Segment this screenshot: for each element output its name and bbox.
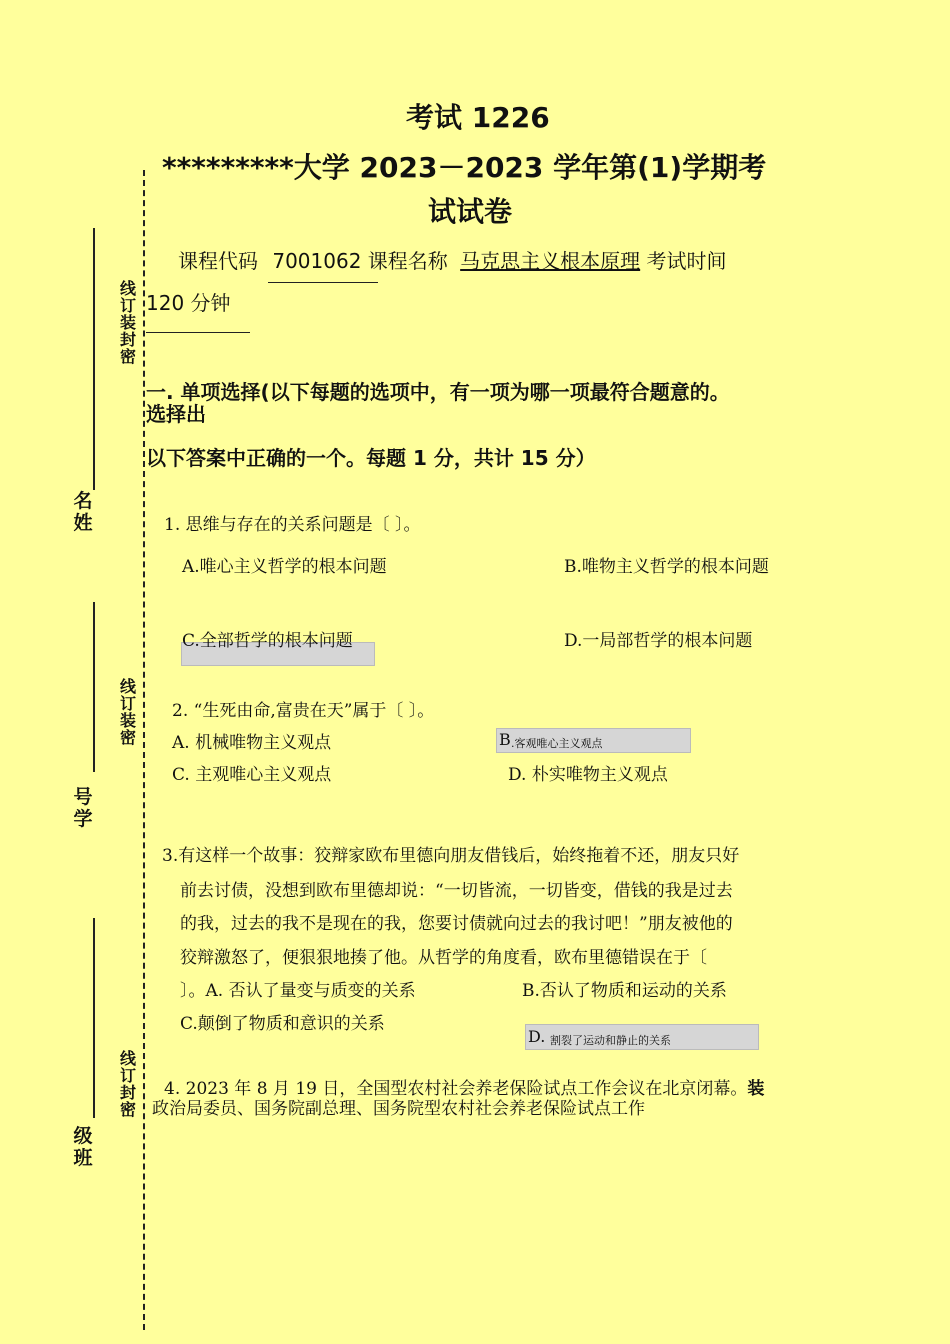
- student-name-label: 名姓: [73, 490, 93, 534]
- section-instructions: 以下答案中正确的一个。每题 1 分，共计 15 分）: [146, 446, 596, 470]
- question-1-option-c: C.全部哲学的根本问题: [182, 631, 353, 651]
- question-2-option-a: A. 机械唯物主义观点: [172, 733, 332, 753]
- question-1-text: 1. 思维与存在的关系问题是〔 〕。: [164, 515, 421, 535]
- question-2-option-b-text: .客观唯心主义观点: [511, 737, 603, 750]
- binding-rule-middle: [93, 602, 95, 772]
- question-1-option-b: B.唯物主义哲学的根本问题: [564, 557, 769, 577]
- question-4-line-2: 政治局委员、国务院副总理、国务院型农村社会养老保险试点工作: [152, 1099, 645, 1119]
- duration-blank-line: [146, 332, 250, 333]
- binding-rule-top: [93, 228, 95, 490]
- course-code-label: 课程代码: [178, 249, 258, 273]
- question-2-option-b: [496, 728, 691, 753]
- question-3-option-a: 〕。A. 否认了量变与质变的关系: [180, 981, 416, 1001]
- exam-time-label: 考试时间: [646, 249, 727, 273]
- question-3-line-1: 3.有这样一个故事：狡辩家欧布里德向朋友借钱后，始终拖着不还，朋友只好: [162, 846, 740, 866]
- seal-text-middle: 线订装密: [120, 677, 137, 747]
- question-2-option-d: D. 朴实唯物主义观点: [508, 765, 668, 785]
- seal-text-bottom: 线订封密: [120, 1049, 137, 1119]
- question-3-option-b: B.否认了物质和运动的关系: [522, 981, 727, 1001]
- exam-title-line: *********大学 2023－2023 学年第(1)学期考: [162, 151, 767, 184]
- question-2-option-c: C. 主观唯心主义观点: [172, 765, 332, 785]
- section-title: 一. 单项选择(以下每题的选项中，有一项为哪一项最符合题意的。: [146, 380, 730, 404]
- exam-duration: 120 分钟: [146, 291, 231, 315]
- class-label: 级班: [73, 1125, 93, 1169]
- question-3-option-d: [525, 1024, 759, 1050]
- question-2-option-b-letter: B: [499, 730, 511, 749]
- course-info-row: [178, 245, 727, 274]
- question-4-line-1-text: 4. 2023 年 8 月 19 日，全国型农村社会养老保险试点工作会议在北京闭幕。: [164, 1079, 748, 1099]
- question-3-line-2: 前去讨债，没想到欧布里德却说：“一切皆流，一切皆变，借钱的我是过去: [180, 881, 733, 901]
- question-3-option-c: C.颠倒了物质和意识的关系: [180, 1014, 385, 1034]
- question-3-line-4: 狡辩激怒了，便狠狠地揍了他。从哲学的角度看，欧布里德错误在于〔: [180, 948, 707, 968]
- student-id-label: 号学: [73, 786, 93, 830]
- question-2-text: 2. “生死由命,富贵在天”属于〔 〕。: [172, 701, 435, 721]
- question-1-option-a: A.唯心主义哲学的根本问题: [182, 557, 387, 577]
- course-name-label: 课程名称: [367, 249, 448, 273]
- question-3-line-3: 的我，过去的我不是现在的我，您要讨债就向过去的我讨吧！”朋友被他的: [180, 914, 733, 934]
- binding-rule-bottom: [93, 918, 95, 1118]
- exam-title-tail: 试试卷: [428, 195, 513, 228]
- exam-code-title: 考试 1226: [406, 101, 550, 134]
- question-3-option-d-letter: D.: [528, 1027, 546, 1046]
- course-blank-line: [268, 282, 378, 283]
- question-4-line-1-tail: 装: [747, 1079, 765, 1099]
- question-1-option-d: D.一局部哲学的根本问题: [564, 631, 753, 651]
- seal-text-top: 线订装封密: [120, 279, 137, 366]
- question-3-option-d-text: 割裂了运动和静止的关系: [550, 1034, 671, 1047]
- course-name-value: 马克思主义根本原理: [460, 249, 641, 273]
- course-code-value: 7001062: [272, 249, 362, 273]
- section-title-continued: 选择出: [146, 402, 206, 426]
